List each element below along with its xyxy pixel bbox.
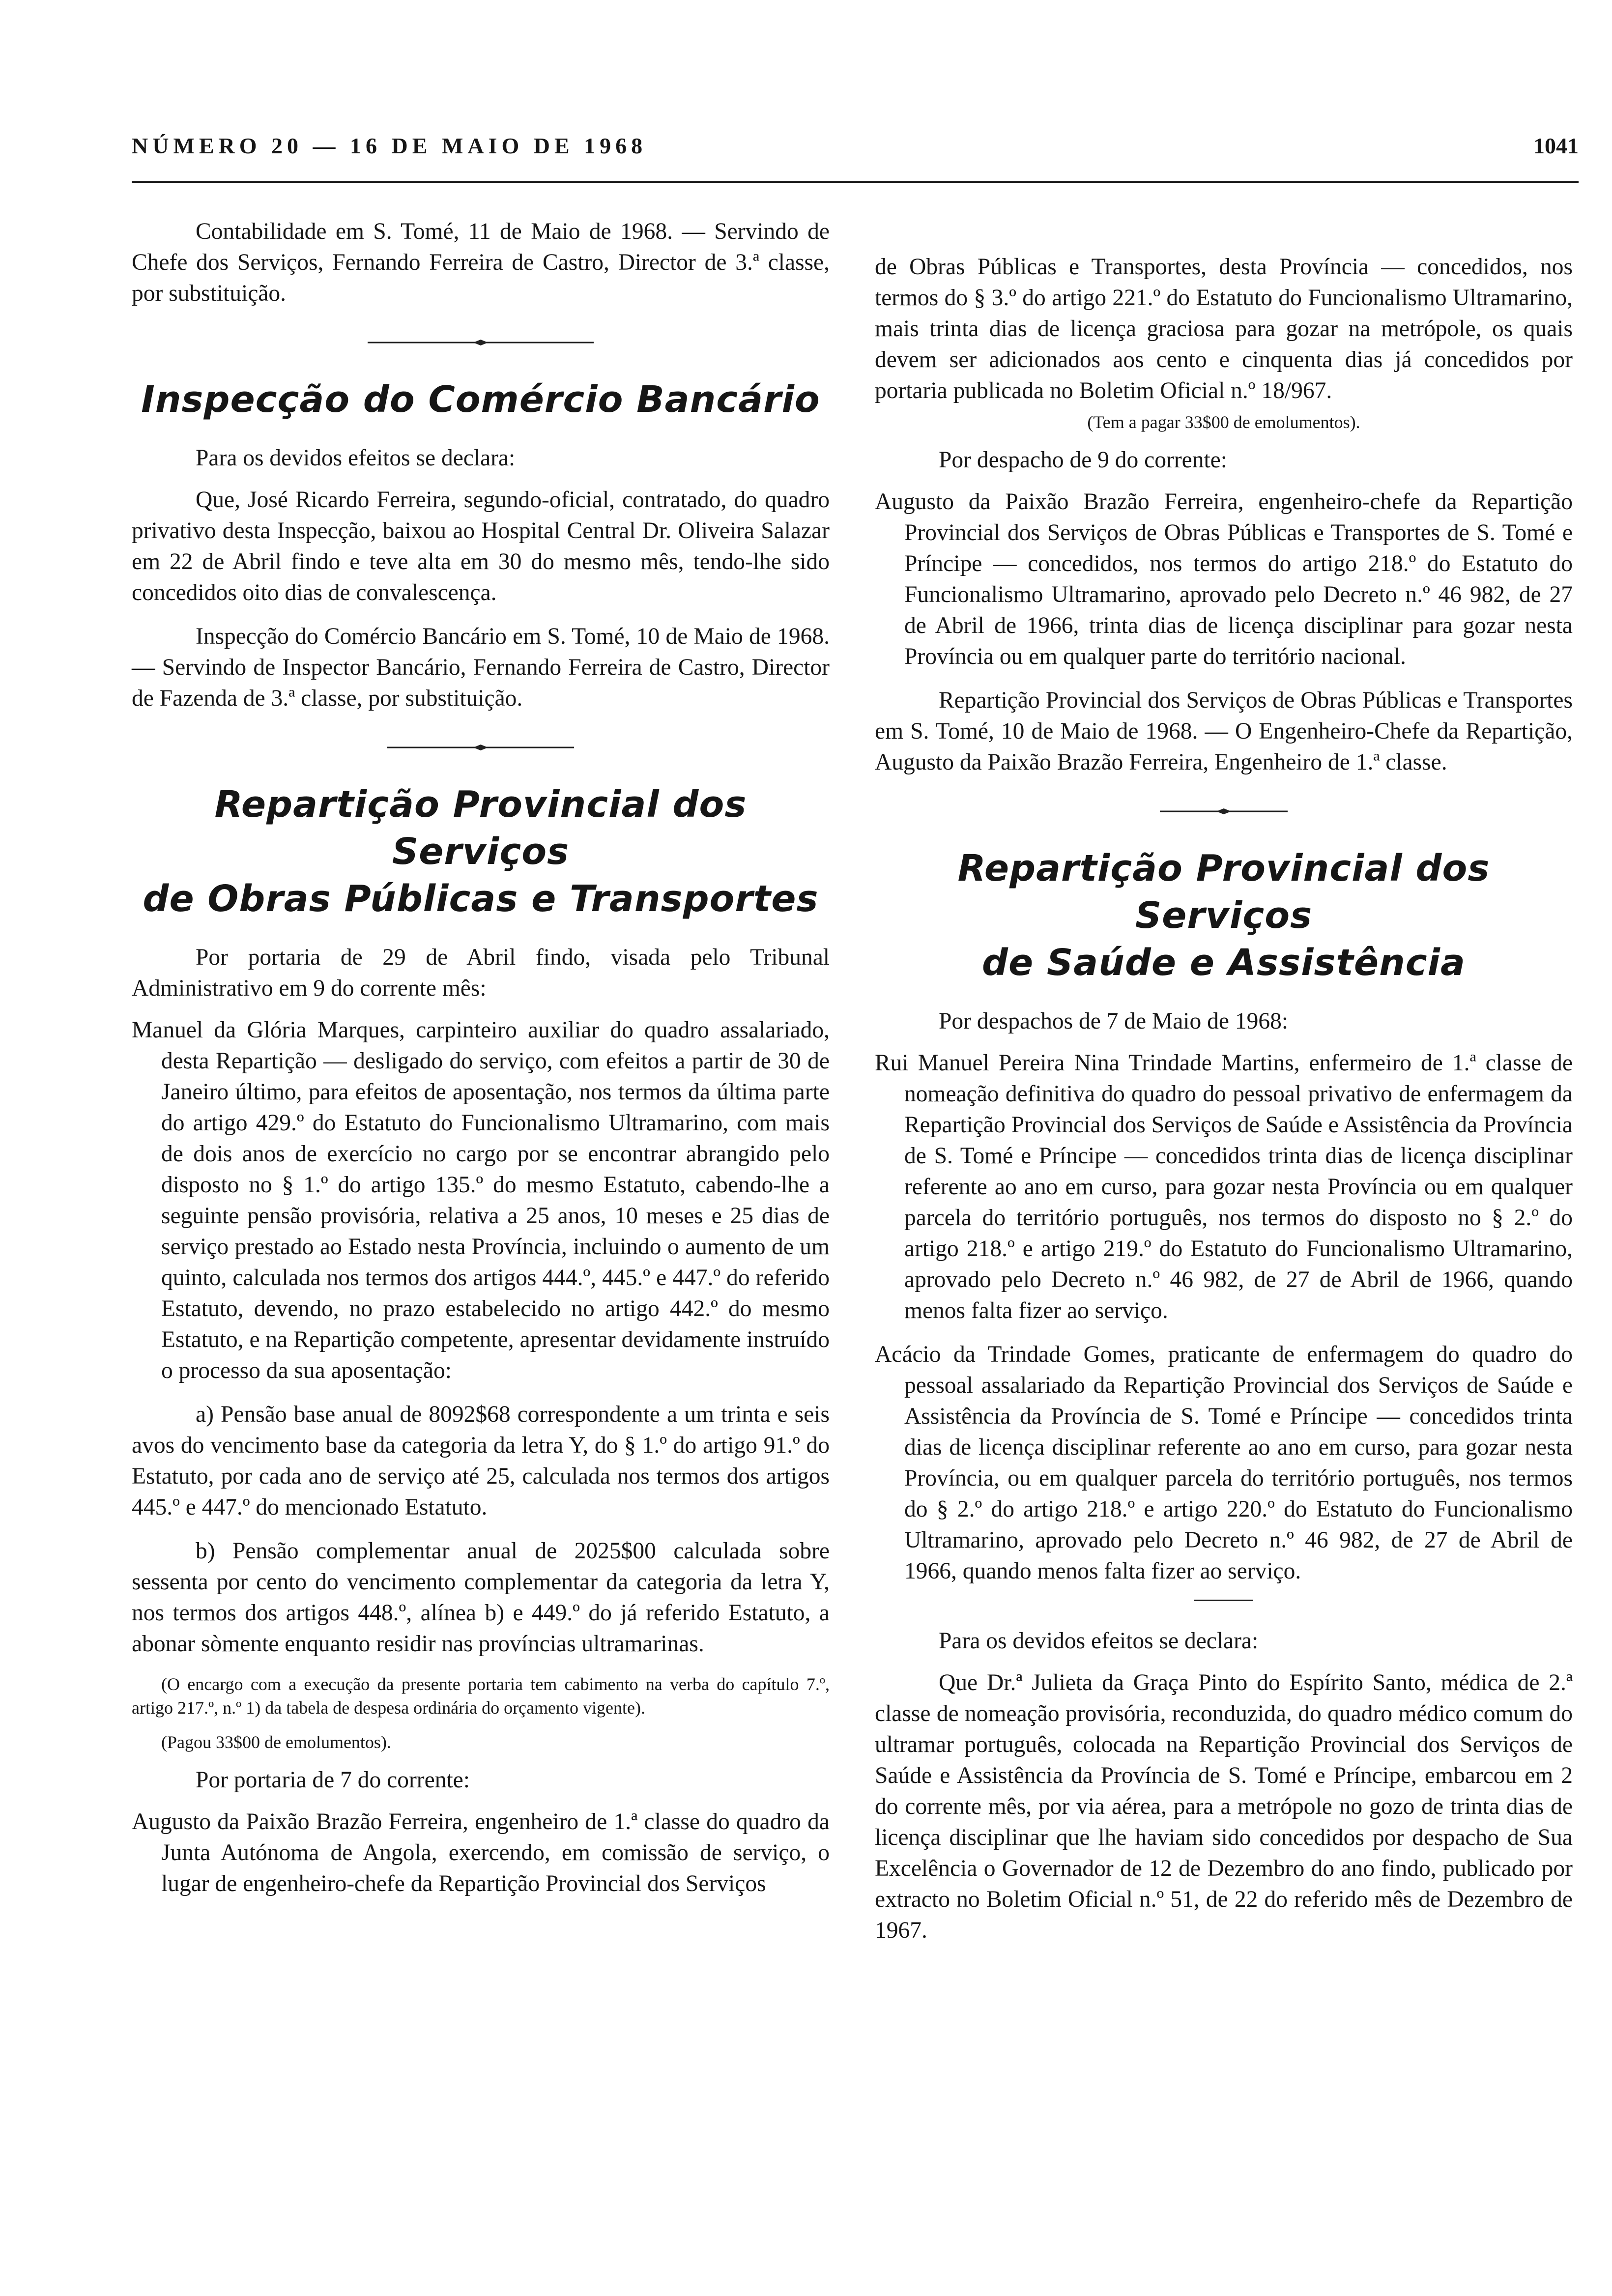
paragraph-manuel: Manuel da Glória Marques, carpinteiro auxiliar do quadro assalariado, desta Repartição — desligado do serviço, com efeitos a partir de 30 de Janeiro último, para efeitos de aposentação, nos termos da última parte do artigo 429.º do Estatuto do Funcionalismo Ultramarino, com mais de dois anos de exercício no cargo por se encontrar abrangido pelo disposto no § 1.º do artigo 135.º do mesmo Estatuto, cabendo-lhe a seguinte pensão provisória, relativa a 25 anos, 10 meses e 25 dias de serviço prestado ao Estado nesta Província, incluindo o aumento de um quinto, calculada nos termos dos artigos 444.º, 445.º e 447.º do referido Estatuto, devendo, no prazo estabelecido no artigo 442.º do mesmo Estatuto, e na Repartição competente, apresentar devidamente instruído o processo da sua aposentação: [132, 1017, 830, 1383]
section-intro: Para os devidos efeitos se declara: [196, 445, 516, 471]
section-title-obras-publicas [132, 781, 830, 922]
right-column [875, 252, 1573, 1959]
item-a: a) Pensão base anual de 8092$68 correspondente a um trinta e seis avos do vencimento base da categoria da letra Y, do § 1.º do artigo 91.º do Estatuto, por cada ano de serviço até 25, calculada nos termos dos artigos 445.º e 447.º do mencionado Estatuto. [132, 1402, 830, 1520]
divider-ornament [387, 744, 574, 751]
divider-ornament [368, 339, 594, 346]
paragraph-augusto-1: Augusto da Paixão Brazão Ferreira, engenheiro de 1.ª classe do quadro da Junta Autónoma de Angola, exercendo, em comissão de serviço, o lugar de engenheiro-chefe da Repartição Provincial dos Serviços [132, 1809, 830, 1896]
issue-date: NÚMERO 20 — 16 DE MAIO DE 1968 [132, 133, 647, 158]
section-intro: Para os devidos efeitos se declara: [939, 1628, 1259, 1654]
signature-obras-publicas: Repartição Provincial dos Serviços de Obras Públicas e Transportes em S. Tomé, 10 de Maio de 1968. — O Engenheiro-Chefe da Repartição, Augusto da Paixão Brazão Ferreira, Engenheiro de 1.ª classe. [875, 688, 1573, 775]
page-header [132, 133, 1579, 167]
opening-paragraph: Contabilidade em S. Tomé, 11 de Maio de 1968. — Servindo de Chefe dos Serviços, Fernando Ferreira de Castro, Director de 3.ª classe, por substituição. [132, 219, 830, 306]
section-intro: Por despacho de 9 do corrente: [939, 447, 1227, 473]
left-column [132, 216, 830, 1912]
page-number: 1041 [1533, 133, 1579, 158]
note-emolumentos: (Pagou 33$00 de emolumentos). [161, 1732, 391, 1752]
paragraph-julieta: Que Dr.ª Julieta da Graça Pinto do Espírito Santo, médica de 2.ª classe de nomeação provisória, reconduzida, do quadro médico comum do ultramar português, colocada na Repartição Provincial dos Serviços de Saúde e Assistência da Província de S. Tomé e Príncipe, embarcou em 2 do corrente mês, por via aérea, para a metrópole no gozo de trinta dias de licença disciplinar que lhe haviam sido concedidos por despacho de Sua Excelência o Governador de 12 de Dezembro do ano findo, publicado por extracto no Boletim Oficial n.º 51, de 22 do referido mês de Dezembro de 1967. [875, 1670, 1573, 1943]
paragraph-rui: Rui Manuel Pereira Nina Trindade Martins, enfermeiro de 1.ª classe de nomeação definitiva do quadro do pessoal privativo de enfermagem da Repartição Provincial dos Serviços de Saúde e Assistência da Província de S. Tomé e Príncipe — concedidos trinta dias de licença disciplinar referente ao ano em curso, para gozar nesta Província ou em qualquer parcela do território português, nos termos do disposto no § 2.º do artigo 218.º e artigo 219.º do Estatuto do Funcionalismo Ultramarino, aprovado pelo Decreto n.º 46 982, de 27 de Abril de 1966, quando menos falta fizer ao serviço. [875, 1050, 1573, 1323]
paragraph-augusto-2: Augusto da Paixão Brazão Ferreira, engenheiro-chefe da Repartição Provincial dos Serviços de Obras Públicas e Transportes de S. Tomé e Príncipe — concedidos, nos termos do artigo 218.º do Estatuto do Funcionalismo Ultramarino, aprovado pelo Decreto n.º 46 982, de 27 de Abril de 1966, trinta dias de licença disciplinar para gozar nesta Província ou em qualquer parte do território nacional. [875, 489, 1573, 669]
paragraph-jose-ricardo: Que, José Ricardo Ferreira, segundo-oficial, contratado, do quadro privativo desta Inspecção, baixou ao Hospital Central Dr. Oliveira Salazar em 22 de Abril findo e teve alta em 30 do mesmo mês, tendo-lhe sido concedidos oito dias de convalescença. [132, 487, 830, 605]
section-intro: Por despachos de 7 de Maio de 1968: [939, 1008, 1289, 1034]
section-title-saude [875, 845, 1573, 986]
note-encargo: (O encargo com a execução da presente portaria tem cabimento na verba do capítulo 7.º, artigo 217.º, n.º 1) da tabela de despesa ordinária do orçamento vigente). [132, 1674, 830, 1718]
section-intro: Por portaria de 7 do corrente: [196, 1767, 470, 1793]
title-line: Repartição Provincial dos Serviços [957, 847, 1490, 937]
title-line: de Obras Públicas e Transportes [143, 878, 819, 920]
section-intro: Por portaria de 29 de Abril findo, visada pelo Tribunal Administrativo em 9 do corrente mês: [132, 945, 830, 1001]
divider-ornament [1160, 807, 1288, 815]
section-divider [132, 744, 830, 751]
small-rule [1194, 1600, 1253, 1601]
section-title-inspeccao: Inspecção do Comércio Bancário [141, 378, 820, 421]
section-divider [132, 339, 830, 346]
signature-inspeccao: Inspecção do Comércio Bancário em S. Tomé, 10 de Maio de 1968. — Servindo de Inspector Bancário, Fernando Ferreira de Castro, Director de Fazenda de 3.ª classe, por substituição. [132, 624, 830, 711]
header-rule [132, 181, 1579, 183]
title-line: de Saúde e Assistência [982, 942, 1466, 984]
note-emolumentos: (Tem a pagar 33$00 de emolumentos). [1087, 412, 1360, 432]
continuation-paragraph: de Obras Públicas e Transportes, desta Província — concedidos, nos termos do § 3.º do artigo 221.º do Estatuto do Funcionalismo Ultramarino, mais trinta dias de licença graciosa para gozar na metrópole, os quais devem ser adicionados aos cento e cinquenta dias já concedidos por portaria publicada no Boletim Oficial n.º 18/967. [875, 254, 1573, 403]
section-divider [875, 807, 1573, 815]
title-line: Repartição Provincial dos Serviços [214, 783, 747, 873]
paragraph-acacio: Acácio da Trindade Gomes, praticante de enfermagem do quadro do pessoal assalariado da Repartição Provincial dos Serviços de Saúde e Assistência da Província de S. Tomé e Príncipe — concedidos trinta dias de licença disciplinar referente ao ano em curso, para gozar nesta Província, ou em qualquer parcela do território português, nos termos do § 2.º do artigo 218.º e artigo 220.º do Estatuto do Funcionalismo Ultramarino, aprovado pelo Decreto n.º 46 982, de 27 de Abril de 1966, quando menos falta fizer ao serviço. [875, 1342, 1573, 1584]
item-b: b) Pensão complementar anual de 2025$00 calculada sobre sessenta por cento do vencimento complementar da categoria da letra Y, nos termos dos artigos 448.º, alínea b) e 449.º do já referido Estatuto, a abonar sòmente enquanto residir nas províncias ultramarinas. [132, 1538, 830, 1657]
